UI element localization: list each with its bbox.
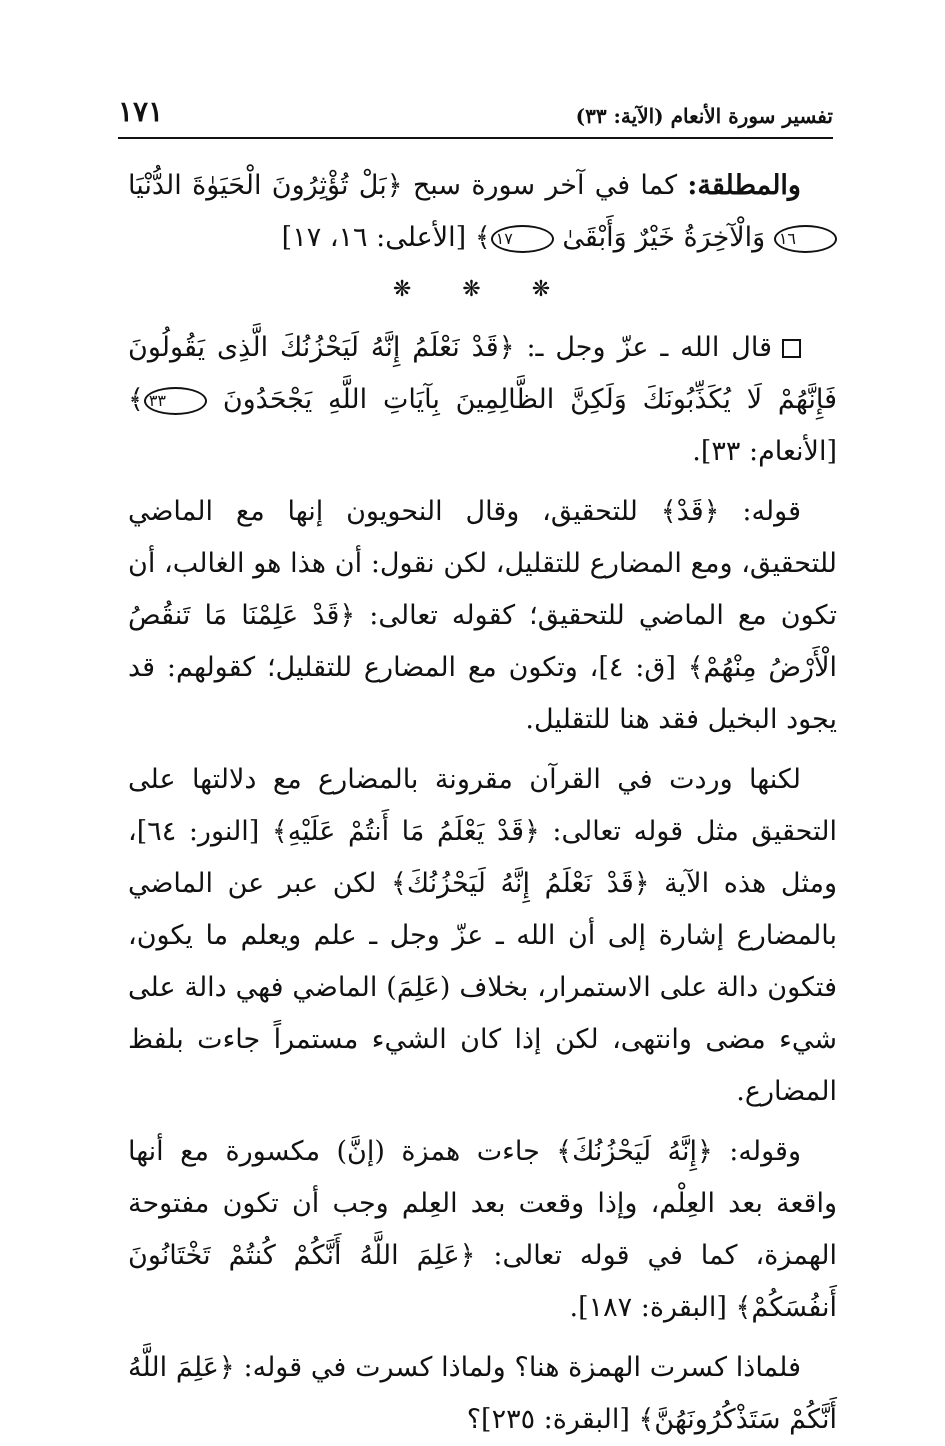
verse-close-bracket: ﴾ (128, 384, 144, 415)
intro-paragraph (128, 160, 837, 264)
main-verse-text: ﴿قَدْ نَعْلَمُ إِنَّهُ لَيَحْزُنُكَ الَّذِى يَقُولُونَ فَإِنَّهُمْ لَا يُكَذِّبُونَكَ وَلَكِنَّ الظَّالِمِينَ بِآيَاتِ اللَّهِ يَجْحَدُونَ (128, 332, 837, 415)
intro-verse: ﴿بَلْ تُؤْثِرُونَ الْحَيَوٰةَ الدُّنْيَا (128, 170, 403, 201)
commentary-paragraph-4: فلماذا كسرت الهمزة هنا؟ ولماذا كسرت في قوله: ﴿عَلِمَ اللَّهُ أَنَّكُمْ سَتَذْكُرُونَهُنَّ﴾ [البقرة: ٢٣٥]؟ (128, 1352, 837, 1435)
commentary-paragraph-3: وقوله: ﴿إِنَّهُ لَيَحْزُنُكَ﴾ جاءت همزة (إنَّ) مكسورة مع أنها واقعة بعد العِلْم، وإذا وقعت بعد العِلم وجب أن تكون مفتوحة الهمزة، كما في قوله تعالى: ﴿عَلِمَ اللَّهُ أَنَّكُمْ كُنتُمْ تَخْتَانُونَ أَنفُسَكُمْ﴾ [البقرة: ١٨٧]. (128, 1136, 837, 1323)
page-body (128, 160, 837, 1446)
header-rule (118, 137, 833, 139)
intro-label: والمطلقة: (687, 170, 801, 201)
ayah-marker: ٣٣ (144, 387, 207, 415)
commentary-paragraph-2: لكنها وردت في القرآن مقرونة بالمضارع مع دلالتها على التحقيق مثل قوله تعالى: ﴿قَدْ يَعْلَمُ مَا أَنتُمْ عَلَيْهِ﴾ [النور: ٦٤]، ومثل هذه الآية ﴿قَدْ نَعْلَمُ إِنَّهُ لَيَحْزُنُكَ﴾ لكن عبر عن الماضي بالمضارع إشارة إلى أن الله ـ عزّ وجل ـ علم ويعلم ما يكون، فتكون دالة على الاستمرار، بخلاف (عَلِمَ) الماضي فهي دالة على شيء مضى وانتهى، لكن إذا كان الشيء مستمراً جاءت بلفظ المضارع. (128, 764, 837, 1107)
commentary-paragraph-1: قوله: ﴿قَدْ﴾ للتحقيق، وقال النحويون إنها مع الماضي للتحقيق، ومع المضارع للتقليل، لكن نقول: أن هذا هو الغالب، أن تكون مع الماضي للتحقيق؛ كقوله تعالى: ﴿قَدْ عَلِمْنَا مَا تَنقُصُ الْأَرْضُ مِنْهُمْ﴾ [ق: ٤]، وتكون مع المضارع للتقليل؛ كقولهم: قد يجود البخيل فقد هنا للتقليل. (128, 496, 837, 735)
page-header (118, 88, 833, 128)
main-verse-paragraph (128, 322, 837, 478)
intro-text: كما في آخر سورة سبح (412, 170, 678, 201)
running-title: تفسير سورة الأنعام (الآية: ٣٣) (575, 104, 833, 128)
intro-citation: [الأعلى: ١٦، ١٧] (281, 222, 467, 253)
main-verse-citation: [الأنعام: ٣٣]. (692, 436, 837, 467)
square-bullet-icon (782, 339, 801, 358)
main-verse-lead: قال الله ـ عزّ وجل ـ: (526, 332, 772, 363)
page-number: ١٧١ (118, 95, 164, 128)
verse-close-bracket: ﴾ (474, 222, 491, 253)
ayah-marker: ١٦ (774, 225, 837, 253)
ayah-marker: ١٧ (491, 225, 554, 253)
intro-verse-continued: وَالْآخِرَةُ خَيْرٌ وَأَبْقَىٰ (562, 222, 766, 253)
section-separator: ❋ ❋ ❋ (392, 277, 573, 302)
